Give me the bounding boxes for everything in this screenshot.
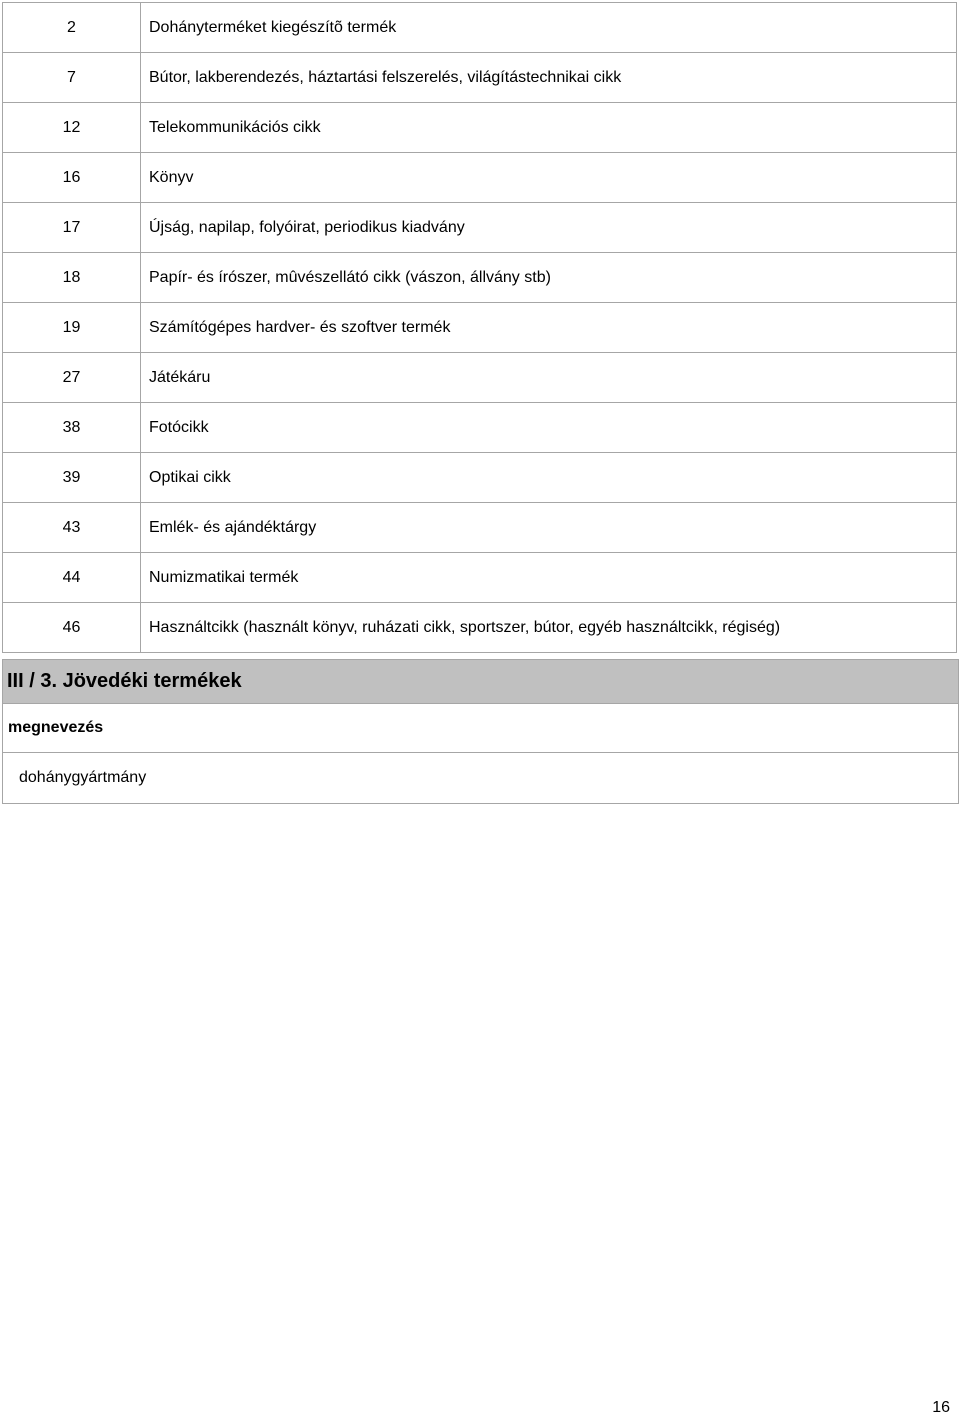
table-row bbox=[3, 503, 957, 553]
product-code: 17 bbox=[3, 203, 141, 253]
table-row bbox=[3, 403, 957, 453]
table-row bbox=[3, 453, 957, 503]
product-name: Használtcikk (használt könyv, ruházati cikk, sportszer, bútor, egyéb használtcikk, régiség) bbox=[141, 603, 957, 653]
product-code: 18 bbox=[3, 253, 141, 303]
section-header-row bbox=[3, 660, 959, 704]
table-row bbox=[3, 203, 957, 253]
product-name: Játékáru bbox=[141, 353, 957, 403]
section-title: III / 3. Jövedéki termékek bbox=[3, 660, 959, 704]
product-code: 38 bbox=[3, 403, 141, 453]
product-code: 44 bbox=[3, 553, 141, 603]
table-row bbox=[3, 253, 957, 303]
product-code-table bbox=[2, 2, 957, 653]
product-code: 2 bbox=[3, 3, 141, 53]
excise-products-table bbox=[2, 659, 959, 804]
table-row bbox=[3, 3, 957, 53]
column-header-row bbox=[3, 704, 959, 753]
page-number: 16 bbox=[932, 1399, 950, 1416]
product-name: Számítógépes hardver- és szoftver termék bbox=[141, 303, 957, 353]
table-row bbox=[3, 153, 957, 203]
product-code: 19 bbox=[3, 303, 141, 353]
table-row bbox=[3, 53, 957, 103]
table-row bbox=[3, 603, 957, 653]
product-code: 7 bbox=[3, 53, 141, 103]
product-name: Numizmatikai termék bbox=[141, 553, 957, 603]
product-code: 12 bbox=[3, 103, 141, 153]
product-name: Bútor, lakberendezés, háztartási felszerelés, világítástechnikai cikk bbox=[141, 53, 957, 103]
product-code: 43 bbox=[3, 503, 141, 553]
product-name: Könyv bbox=[141, 153, 957, 203]
table-row bbox=[3, 353, 957, 403]
product-name: Fotócikk bbox=[141, 403, 957, 453]
product-code: 39 bbox=[3, 453, 141, 503]
column-header-name: megnevezés bbox=[3, 704, 959, 753]
table-row bbox=[3, 103, 957, 153]
product-code-rows bbox=[3, 3, 957, 653]
product-name: Dohányterméket kiegészítõ termék bbox=[141, 3, 957, 53]
product-name: Telekommunikációs cikk bbox=[141, 103, 957, 153]
product-code: 46 bbox=[3, 603, 141, 653]
table-row bbox=[3, 303, 957, 353]
product-name: Optikai cikk bbox=[141, 453, 957, 503]
table-row bbox=[3, 553, 957, 603]
product-code: 27 bbox=[3, 353, 141, 403]
table-row bbox=[3, 753, 959, 804]
excise-product-name: dohánygyártmány bbox=[3, 753, 959, 804]
product-name: Emlék- és ajándéktárgy bbox=[141, 503, 957, 553]
product-name: Papír- és írószer, mûvészellátó cikk (vászon, állvány stb) bbox=[141, 253, 957, 303]
product-code: 16 bbox=[3, 153, 141, 203]
product-name: Újság, napilap, folyóirat, periodikus kiadvány bbox=[141, 203, 957, 253]
